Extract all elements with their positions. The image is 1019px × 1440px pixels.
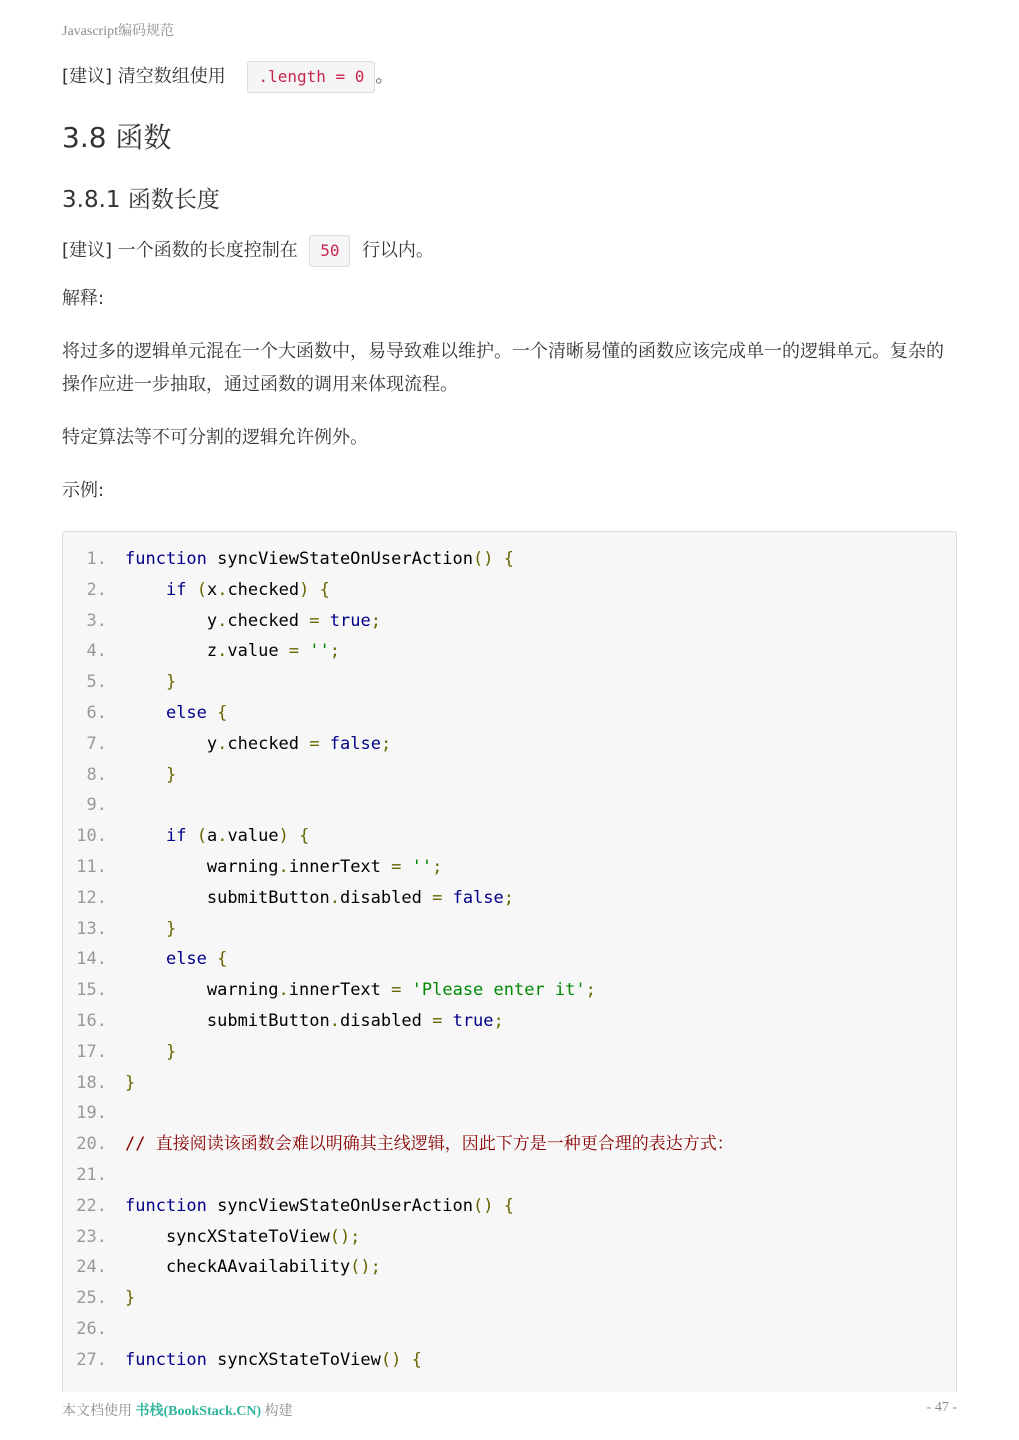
code-line xyxy=(63,1252,734,1283)
code-text: syncXStateToView(); xyxy=(125,1226,361,1247)
code-line xyxy=(63,1006,734,1037)
line-number: 25. xyxy=(76,1288,107,1309)
line-number: 12. xyxy=(76,887,107,908)
line-number: 13. xyxy=(76,918,107,939)
code-text: if (a.value) { xyxy=(165,826,310,847)
line-number: 6. xyxy=(86,702,107,723)
code-line xyxy=(63,1222,734,1253)
code-text: y.checked = true; xyxy=(125,610,381,631)
code-line xyxy=(63,1160,734,1191)
line-number: 14. xyxy=(76,949,107,970)
code-line xyxy=(63,1068,734,1099)
line-number: 3. xyxy=(86,610,107,631)
code-line xyxy=(63,883,734,914)
code-line xyxy=(63,544,734,575)
footer-suffix: 构建 xyxy=(264,1404,293,1419)
code-text: } xyxy=(165,764,177,785)
line-number: 8. xyxy=(86,764,107,785)
line-number: 4. xyxy=(86,641,107,662)
line-number: 17. xyxy=(76,1041,107,1062)
code-line xyxy=(63,852,734,883)
recommendation-suffix: 行以内。 xyxy=(361,240,434,261)
line-number: 15. xyxy=(76,980,107,1001)
code-text: } xyxy=(125,1288,136,1309)
line-number: 26. xyxy=(76,1318,107,1339)
code-text: function syncViewStateOnUserAction() { xyxy=(125,549,514,569)
code-line xyxy=(63,760,734,791)
line-number: 5. xyxy=(86,672,107,693)
code-text: } xyxy=(165,918,177,939)
code-line xyxy=(63,667,734,698)
line-number: 7. xyxy=(86,733,107,754)
code-text: } xyxy=(125,1072,136,1093)
section-heading-functions: 3.8 函数 xyxy=(62,121,172,154)
code-line xyxy=(63,1314,734,1345)
subsection-heading-function-length: 3.8.1 函数长度 xyxy=(62,187,220,213)
line-number: 1. xyxy=(86,549,107,569)
code-text: else { xyxy=(165,949,228,970)
example-label: 示例: xyxy=(62,480,105,501)
line-number: 23. xyxy=(76,1226,107,1247)
line-number: 20. xyxy=(76,1134,107,1155)
code-text: warning.innerText = ''; xyxy=(125,856,443,877)
code-text: checkAAvailability(); xyxy=(125,1257,381,1278)
line-number: 9. xyxy=(86,795,107,816)
recommendation-text: [建议] 清空数组使用 xyxy=(62,66,226,87)
line-number: 21. xyxy=(76,1164,107,1185)
exception-paragraph: 特定算法等不可分割的逻辑允许例外。 xyxy=(62,427,368,448)
line-number: 24. xyxy=(76,1257,107,1278)
recommendation-clear-array xyxy=(62,60,957,93)
code-line xyxy=(63,790,734,821)
code-text: } xyxy=(165,672,177,693)
page-number: - 47 - xyxy=(926,1400,957,1415)
code-text: warning.innerText = 'Please enter it'; xyxy=(125,980,596,1001)
code-line xyxy=(63,821,734,852)
code-line xyxy=(63,944,734,975)
line-number: 11. xyxy=(76,856,107,877)
code-line xyxy=(63,698,734,729)
footer-credit xyxy=(62,1400,293,1420)
line-number: 18. xyxy=(76,1072,107,1093)
line-number: 19. xyxy=(76,1103,107,1124)
code-text: else { xyxy=(165,702,228,723)
code-line xyxy=(63,575,734,606)
code-line xyxy=(63,636,734,667)
code-text: y.checked = false; xyxy=(125,733,392,754)
footer-prefix: 本文档使用 xyxy=(62,1404,132,1419)
code-line xyxy=(63,1098,734,1129)
code-text: submitButton.disabled = true; xyxy=(125,1010,504,1031)
line-number: 22. xyxy=(76,1195,107,1216)
line-number: 2. xyxy=(86,579,107,600)
inline-code-50: 50 xyxy=(309,235,350,267)
code-line xyxy=(63,914,734,945)
code-text: // 直接阅读该函数会难以明确其主线逻辑，因此下方是一种更合理的表达方式： xyxy=(125,1134,734,1155)
footer-brand-link[interactable]: 书栈(BookStack.CN) xyxy=(135,1404,262,1419)
recommendation-suffix: 。 xyxy=(375,66,394,87)
recommendation-text: [建议] 一个函数的长度控制在 xyxy=(62,240,298,261)
code-text: function syncXStateToView() { xyxy=(125,1349,422,1370)
code-text: z.value = ''; xyxy=(125,641,341,662)
code-text: function syncViewStateOnUserAction() { xyxy=(125,1195,514,1216)
code-line xyxy=(63,1191,734,1222)
line-number: 27. xyxy=(76,1349,107,1370)
code-line xyxy=(63,1129,734,1160)
explain-paragraph: 将过多的逻辑单元混在一个大函数中，易导致难以维护。一个清晰易懂的函数应该完成单一的逻辑单元。复杂的操作应进一步抽取，通过函数的调用来体现流程。 xyxy=(62,341,944,395)
code-line xyxy=(63,729,734,760)
code-line xyxy=(63,975,734,1006)
code-block xyxy=(62,531,957,1392)
running-header: Javascript编码规范 xyxy=(62,24,174,39)
code-line xyxy=(63,1037,734,1068)
explain-label: 解释: xyxy=(62,288,105,309)
recommendation-function-length xyxy=(62,234,957,267)
line-number: 10. xyxy=(76,826,107,847)
code-lines xyxy=(63,544,734,1376)
code-text: submitButton.disabled = false; xyxy=(125,887,515,908)
code-line xyxy=(63,1345,734,1376)
code-text: if (x.checked) { xyxy=(165,579,330,600)
code-line xyxy=(63,606,734,637)
inline-code-length: .length = 0 xyxy=(247,61,375,93)
code-line xyxy=(63,1283,734,1314)
line-number: 16. xyxy=(76,1010,107,1031)
code-text: } xyxy=(165,1041,177,1062)
